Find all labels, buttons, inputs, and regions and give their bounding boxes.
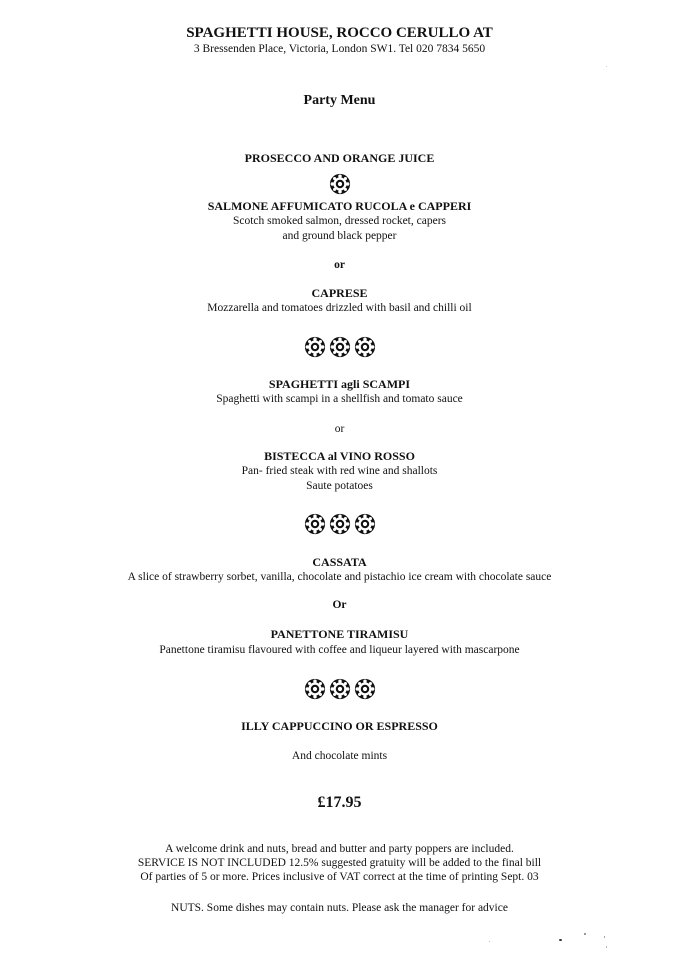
starter-2-name: CAPRESE (311, 286, 368, 300)
dessert-1-name: CASSATA (312, 555, 367, 569)
divider-ornament (0, 336, 679, 358)
coffee-name: ILLY CAPPUCCINO OR ESPRESSO (241, 719, 438, 733)
main-2-name: BISTECCA al VINO ROSSO (264, 449, 415, 463)
divider-ornament (0, 513, 679, 535)
dessert-or: Or (332, 599, 347, 611)
scan-speck (606, 946, 607, 948)
note-line-3: Of parties of 5 or more. Prices inclusive of VAT correct at the time of printing Sept. 03 (140, 871, 539, 883)
note-line-2: SERVICE IS NOT INCLUDED 12.5% suggested gratuity will be added to the final bill (137, 857, 542, 869)
starter-1-desc-line1: Scotch smoked salmon, dressed rocket, capers (232, 215, 446, 227)
scan-speck (559, 939, 562, 941)
restaurant-title: SPAGHETTI HOUSE, ROCCO CERULLO AT (186, 25, 493, 41)
menu-price: £17.95 (317, 794, 362, 811)
flower-ornament-icon (354, 678, 376, 700)
flower-ornament-icon (329, 173, 351, 195)
flower-ornament-icon (329, 678, 351, 700)
dessert-2-desc: Panettone tiramisu flavoured with coffee and liqueur layered with mascarpone (159, 644, 520, 656)
welcome-drink: PROSECCO AND ORANGE JUICE (244, 151, 435, 165)
flower-ornament-icon (304, 678, 326, 700)
flower-ornament-icon (354, 513, 376, 535)
starter-1-desc-line2: and ground black pepper (282, 230, 397, 242)
starter-1-name: SALMONE AFFUMICATO RUCOLA e CAPPERI (207, 199, 472, 213)
scan-speck (604, 936, 605, 938)
main-2-desc-line2: Saute potatoes (306, 480, 373, 492)
starter-2-desc: Mozzarella and tomatoes drizzled with basil and chilli oil (207, 302, 472, 314)
nuts-warning: NUTS. Some dishes may contain nuts. Please ask the manager for advice (171, 902, 508, 914)
divider-ornament (0, 173, 679, 195)
main-1-desc: Spaghetti with scampi in a shellfish and tomato sauce (216, 393, 463, 405)
divider-ornament (0, 678, 679, 700)
main-1-name: SPAGHETTI agli SCAMPI (268, 377, 411, 391)
flower-ornament-icon (354, 336, 376, 358)
restaurant-address: 3 Bressenden Place, Victoria, London SW1. Tel 020 7834 5650 (193, 43, 486, 55)
flower-ornament-icon (304, 513, 326, 535)
main-2-desc-line1: Pan- fried steak with red wine and shallots (241, 465, 438, 477)
note-line-1: A welcome drink and nuts, bread and butter and party poppers are included. (165, 843, 514, 855)
flower-ornament-icon (304, 336, 326, 358)
main-or: or (334, 423, 345, 435)
dessert-2-name: PANETTONE TIRAMISU (270, 627, 409, 641)
scan-speck (489, 941, 490, 942)
dessert-1-desc: A slice of strawberry sorbet, vanilla, chocolate and pistachio ice cream with chocolate sauce (127, 571, 552, 583)
coffee-extra: And chocolate mints (291, 750, 388, 762)
scan-speck (584, 933, 586, 935)
flower-ornament-icon (329, 336, 351, 358)
flower-ornament-icon (329, 513, 351, 535)
scan-speck (606, 66, 607, 67)
starter-or: or (334, 259, 345, 271)
menu-title: Party Menu (303, 93, 376, 108)
